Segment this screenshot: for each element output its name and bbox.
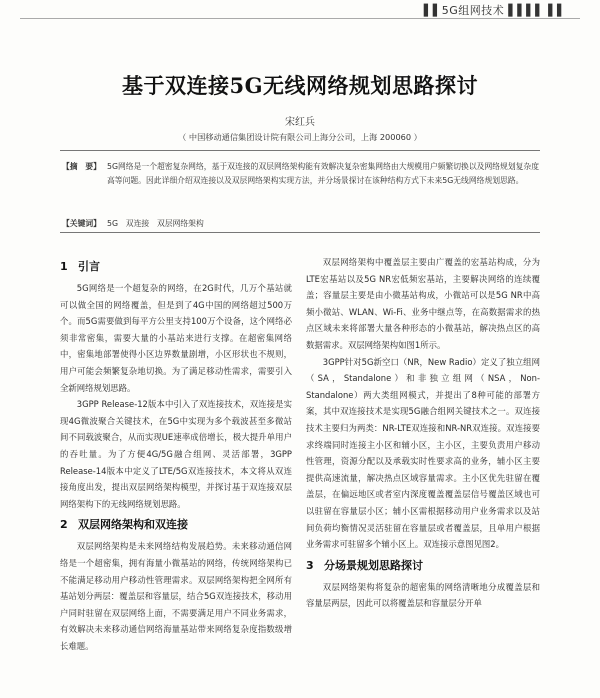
- section-number: 1: [60, 260, 68, 273]
- section-heading: [306, 553, 540, 579]
- abstract-block: [62, 160, 540, 187]
- section-number: 3: [306, 558, 314, 572]
- header-divider: [20, 18, 580, 19]
- keywords-text: 5G 双连接 双层网络架构: [107, 219, 204, 228]
- abstract-top-rule: [60, 150, 540, 151]
- paper-title: 基于双连接5G无线网络规划思路探讨: [121, 73, 479, 98]
- section-title: 引言: [78, 260, 100, 273]
- abstract-bottom-rule: [60, 232, 540, 233]
- paragraph: 3GPP Release-12版本中引入了双连接技术，双连接是实现4G微波聚合关键技术，在5G中实现为多个载波甚至多微站间不同载波聚合，从而实现UE速率成倍增长，极大提升单用户的吞吐量。为了方便4G/5G融合组网、灵活部署，3GPP Release-14版本中定义了LTE/5G双连接技术，本文将从双连接角度出发，提出双层网络架构模型，并探讨基于双连接双层网络架构下的无线网络规划思路。: [60, 399, 292, 509]
- section-heading: [60, 512, 292, 538]
- right-column: [306, 254, 540, 612]
- journal-section-tag: ▌▌5G组网技术 ▌▌▌▌ ▌▌: [423, 4, 566, 17]
- author-affiliation: （ 中国移动通信集团设计院有限公司上海分公司，上海 200060 ）: [178, 132, 422, 142]
- paragraph: 5G网络是一个超复杂的网络，在2G时代，几万个基站就可以做全国的网络覆盖，但是到了4G中国的网络超过500万个。而5G需要做到每平方公里支持100万个设备，这个网络必须非常密集，需要大量的小基站来进行支撑。在超密集网络中，密集地部署使得小区边界数量剧增，小区形状也不规则，用户可能会频繁复杂地切换。为了满足移动性需求，需要引入全新网络规划思路。: [60, 283, 292, 393]
- paragraph: 双层网络架构中覆盖层主要由广覆盖的宏基站构成，分为LTE宏基站以及5G NR宏低频宏基站，主要解决网络的连续覆盖；容量层主要是由小微基站构成，小微站可以是5G NR中高频小微站、WLAN、Wi-Fi、业务中继点等，在高数据需求的热点区域未来将部署大量各种形态的小微基站，解决热点区的高数据需求。双层网络架构如图1所示。: [306, 257, 540, 350]
- left-column: [60, 254, 292, 654]
- section-number: 2: [60, 518, 68, 532]
- section-title: 双层网络架构和双连接: [78, 518, 188, 532]
- paragraph: 3GPP针对5G新空口（NR，New Radio）定义了独立组网（SA，Standalone）和非独立组网（NSA，Non-Standalone）两大类组网模式，并提出了8种可能的部署方案，其中双连接技术是实现5G融合组网关键技术之一。双连接技术主要归为两类：NR-LTE双连接和NR-NR双连接。双连接要求终端同时连接主小区和辅小区，主小区，主要负责用户移动性管理，资源分配以及承载实时性要求高的业务，辅小区主要提供高速流量，解决热点区域容量需求。主小区优先驻留在覆盖层，在偏远地区或者室内深度覆盖覆盖层信号覆盖区域也可以驻留在容量层小区；辅小区需根据移动用户业务需求以及站间负荷均衡情况灵活驻留在容量层或者覆盖层，且单用户根据业务需求可驻留多个辅小区上。双连接示意图见图2。: [306, 356, 540, 550]
- abstract-text: 5G网络是一个超密复杂网络，基于双连接的双层网络架构能有效解决复杂密集网络由大规模用户频繁切换以及网络规划复杂度高等问题。因此详细介绍双连接以及双层网络架构实现方法，并分场景探讨在该种结构方式下未来5G无线网络规划思路。: [107, 162, 540, 185]
- paragraph: 双层网络架构是未来网络结构发展趋势。未来移动通信网络是一个超密集，拥有海量小微基站的网络，传统网络架构已不能满足移动用户移动性管理需求。双层网络架构把全网所有基站划分两层：覆盖层和容量层，结合5G双连接技术，移动用户同时驻留在双层网络上面，不需要满足用户不同业务需求，有效解决未来移动通信网络海量基站带来网络复杂度指数级增长难题。: [60, 541, 292, 651]
- section-title: 分场景规划思路探讨: [324, 558, 423, 572]
- paragraph: 双层网络架构将复杂的超密集的网络清晰地分成覆盖层和容量层两层，因此可以将覆盖层和容量层分开单: [306, 581, 540, 609]
- keywords-block: [62, 218, 540, 230]
- author-name: 宋红兵: [285, 117, 315, 128]
- keywords-label: 【关键词】: [62, 219, 101, 228]
- section-heading: [60, 254, 292, 280]
- abstract-label: 【摘 要】: [62, 162, 101, 171]
